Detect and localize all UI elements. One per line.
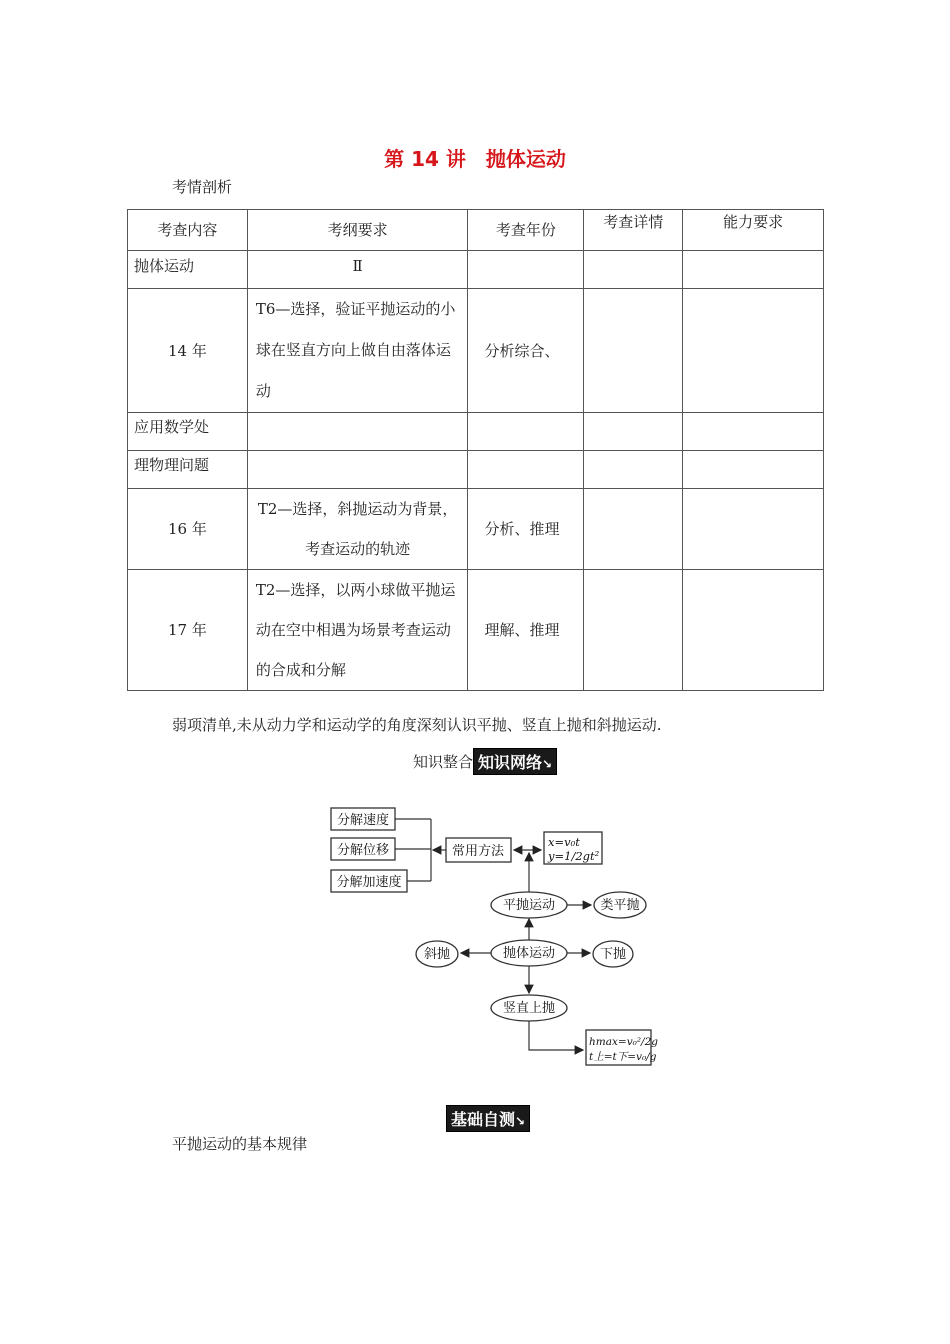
- table-cell: [468, 451, 584, 489]
- table-cell: Ⅱ: [247, 251, 468, 289]
- arrow-icon: ↘: [542, 757, 553, 771]
- table-cell: T2—选择，斜抛运动为背景，考查运动的轨迹: [247, 489, 468, 570]
- label-projectile-motion: 抛体运动: [502, 946, 556, 961]
- basic-heading: 平抛运动的基本规律: [172, 1135, 308, 1153]
- table-cell: [683, 570, 824, 691]
- table-cell: 理物理问题: [128, 451, 248, 489]
- table-cell: [584, 413, 683, 451]
- label-decompose-velocity: 分解速度: [336, 813, 390, 828]
- exam-analysis-table: [127, 209, 824, 691]
- table-row: [128, 413, 824, 451]
- table-cell: T2—选择，以两小球做平抛运动在空中相遇为场景考查运动的合成和分解: [247, 570, 468, 691]
- formula-hmax: hmax=v₀²/2g: [589, 1036, 658, 1048]
- table-cell: [683, 451, 824, 489]
- page-title: 第 14 讲 抛体运动: [384, 147, 566, 171]
- table-header-row: [128, 210, 824, 251]
- table-row: [128, 451, 824, 489]
- knowledge-network-badge: 知识网络↘: [473, 748, 557, 775]
- basic-test-badge: 基础自测↘: [446, 1105, 530, 1132]
- table-row: [128, 489, 824, 570]
- table-row: [128, 570, 824, 691]
- table-cell: [584, 251, 683, 289]
- table-header: 考查年份: [468, 210, 584, 251]
- table-cell: 抛体运动: [128, 251, 248, 289]
- table-cell: [468, 413, 584, 451]
- table-cell: 17 年: [128, 570, 248, 691]
- table-header: 能力要求: [683, 210, 824, 251]
- table-cell: [584, 289, 683, 413]
- table-cell: [584, 451, 683, 489]
- table-cell: [468, 251, 584, 289]
- table-cell: [683, 489, 824, 570]
- label-horizontal-throw: 平抛运动: [502, 898, 556, 913]
- section-heading: 考情剖析: [172, 178, 233, 196]
- table-cell: [247, 451, 468, 489]
- table-cell: [584, 570, 683, 691]
- formula-x: x=v₀t: [548, 835, 580, 849]
- label-quasi-horizontal: 类平抛: [600, 898, 640, 913]
- table-cell: [247, 413, 468, 451]
- table-cell: 理解、推理: [468, 570, 584, 691]
- label-common-method: 常用方法: [451, 844, 505, 859]
- table-cell: [584, 489, 683, 570]
- table-cell: 16 年: [128, 489, 248, 570]
- table-header: 考纲要求: [247, 210, 468, 251]
- table-cell: 分析综合、: [468, 289, 584, 413]
- knowledge-section-heading: [413, 748, 557, 775]
- table-cell: T6—选择，验证平抛运动的小球在竖直方向上做自由落体运动: [247, 289, 468, 413]
- table-header: 考查详情: [584, 210, 683, 251]
- label-decompose-acceleration: 分解加速度: [336, 875, 402, 890]
- label-oblique-throw: 斜抛: [423, 947, 451, 962]
- weak-items-note: 弱项清单,未从动力学和运动学的角度深刻认识平抛、竖直上抛和斜抛运动.: [172, 716, 662, 734]
- table-cell: [683, 413, 824, 451]
- knowledge-label: 知识整合: [413, 753, 474, 771]
- table-cell: 应用数学处: [128, 413, 248, 451]
- label-vertical-upward: 竖直上抛: [502, 1001, 556, 1016]
- table-row: [128, 251, 824, 289]
- table-header: 考查内容: [128, 210, 248, 251]
- knowledge-network-diagram: [325, 795, 660, 1070]
- table-cell: 分析、推理: [468, 489, 584, 570]
- formula-time: t上=t下=v₀/g: [589, 1051, 657, 1063]
- label-downward-throw: 下抛: [599, 947, 627, 962]
- table-cell: [683, 289, 824, 413]
- table-cell: [683, 251, 824, 289]
- table-row: [128, 289, 824, 413]
- arrow-icon: ↘: [515, 1114, 526, 1128]
- formula-y: y=1/2gt²: [548, 849, 600, 863]
- table-cell: 14 年: [128, 289, 248, 413]
- label-decompose-displacement: 分解位移: [336, 843, 390, 858]
